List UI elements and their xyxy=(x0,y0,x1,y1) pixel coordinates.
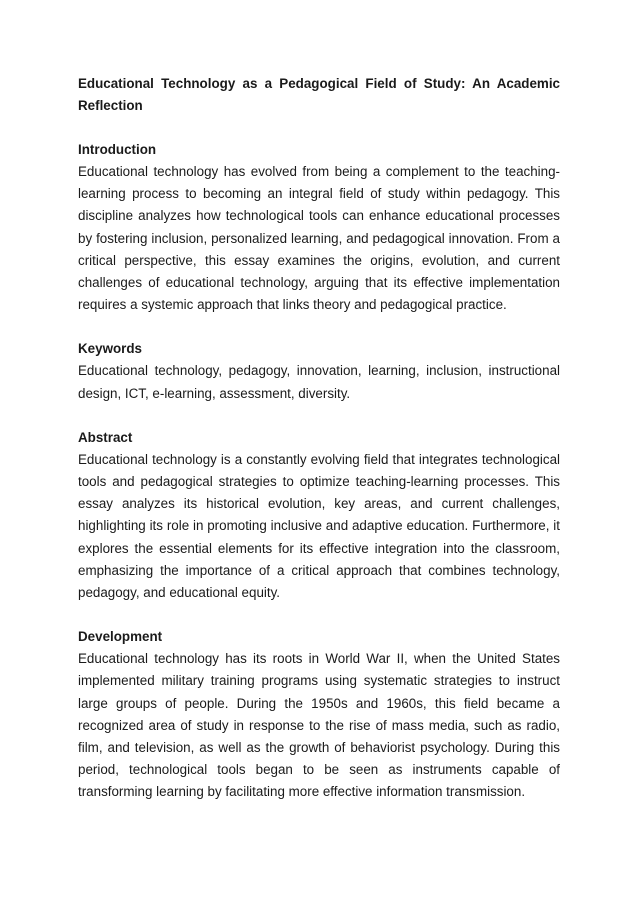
section-body-abstract: Educational technology is a constantly evolving field that integrates technological tools and pedagogical strategies to optimize teaching-learning processes. This essay analyzes its historical evolution, key areas, and current challenges, highlighting its role in promoting inclusive and adaptive education. Furthermore, it explores the essential elements for its effective integration into the classroom, emphasizing the importance of a critical approach that combines technology, pedagogy, and educational equity. xyxy=(78,451,560,601)
section-introduction xyxy=(78,139,560,316)
section-body-development: Educational technology has its roots in World War II, when the United States implemented military training programs using systematic strategies to instruct large groups of people. During the 1950s and 1960s, this field became a recognized area of study in response to the rise of mass media, such as radio, film, and television, as well as the growth of behaviorist psychology. During this period, technological tools began to be seen as instruments capable of transforming learning by facilitating more effective information transmission. xyxy=(78,651,560,800)
section-heading-development: Development xyxy=(78,629,163,645)
section-heading-abstract: Abstract xyxy=(78,429,133,445)
section-heading-introduction: Introduction xyxy=(78,142,157,157)
document-title: Educational Technology as a Pedagogical Field of Study: An Academic Reflection xyxy=(78,76,560,113)
section-keywords xyxy=(78,338,560,404)
section-body-keywords: Educational technology, pedagogy, innovation, learning, inclusion, instructional design, ICT, e-learning, assessment, diversity. xyxy=(78,363,560,401)
section-abstract xyxy=(78,427,560,604)
section-development xyxy=(78,626,560,803)
section-heading-keywords: Keywords xyxy=(78,341,142,357)
section-body-introduction: Educational technology has evolved from being a complement to the teaching-learning process to becoming an integral field of study within pedagogy. This discipline analyzes how technological tools can enhance educational processes by fostering inclusion, personalized learning, and pedagogical innovation. From a critical perspective, this essay examines the origins, evolution, and current challenges of educational technology, arguing that its effective implementation requires a systemic approach that links theory and pedagogical practice. xyxy=(78,164,560,313)
document-page xyxy=(78,73,560,804)
